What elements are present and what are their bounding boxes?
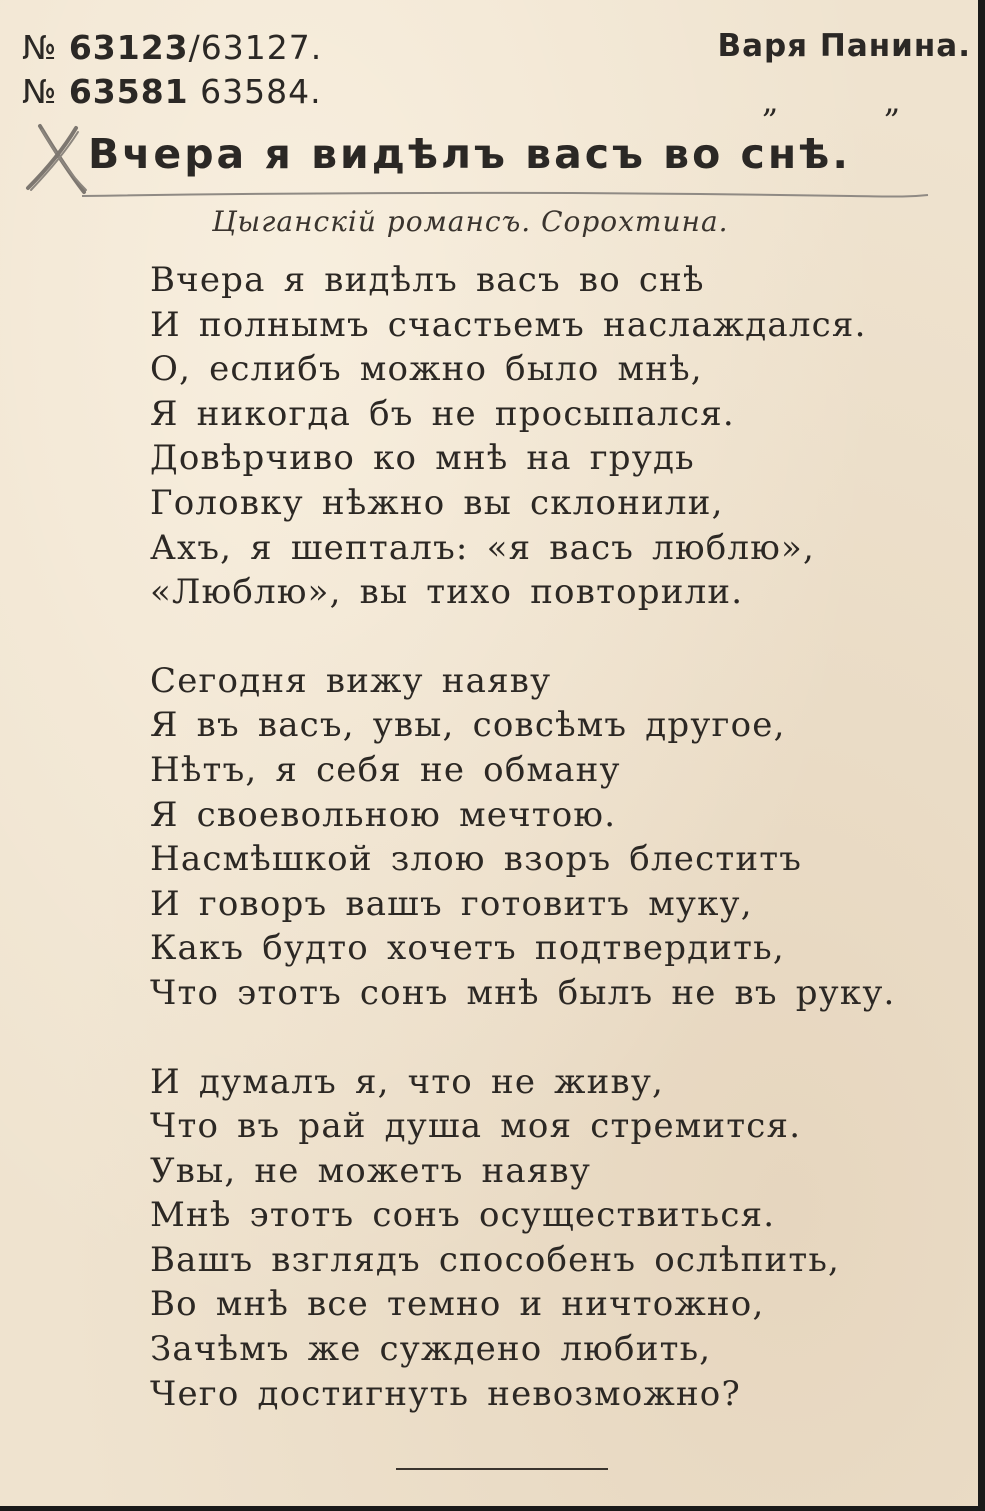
poem-line: Увы, не можетъ наяву xyxy=(150,1150,592,1191)
poem-line: Головку нѣжно вы склонили, xyxy=(150,482,724,523)
poem-line: Довѣрчиво ко мнѣ на грудь xyxy=(150,438,695,479)
song-title: Вчера я видѣлъ васъ во снѣ. xyxy=(88,130,851,178)
poem-line: Ахъ, я шепталъ: «я васъ люблю», xyxy=(150,527,816,568)
catalog-number-primary: 63123 xyxy=(68,28,189,67)
poem-line: Во мнѣ все темно и ничтожно, xyxy=(150,1284,765,1325)
ditto-mark: „ xyxy=(884,82,901,120)
poem-line: Что въ рай душа моя стремится. xyxy=(150,1106,802,1147)
poem-line: Я никогда бъ не просыпался. xyxy=(150,393,735,434)
poem-line: Что этотъ сонъ мнѣ былъ не въ руку. xyxy=(150,972,896,1013)
artist-name: Варя Панина. xyxy=(717,28,971,64)
catalog-number-primary: 63581 xyxy=(68,72,189,111)
poem-line: О, еслибъ можно было мнѣ, xyxy=(150,349,703,390)
end-rule xyxy=(396,1468,608,1470)
stanza xyxy=(150,258,896,615)
poem-line: Я своевольною мечтою. xyxy=(150,794,617,835)
ditto-mark: „ xyxy=(762,82,779,120)
catalog-number-secondary: 63584. xyxy=(188,72,322,111)
song-subtitle: Цыганскій романсъ. Сорохтина. xyxy=(212,205,729,238)
poem-line: И думалъ я, что не живу, xyxy=(150,1061,665,1102)
scan-edge-right xyxy=(978,0,985,1511)
poem-line: Какъ будто хочетъ подтвердить, xyxy=(150,928,785,969)
poem-line: Вчера я видѣлъ васъ во снѣ xyxy=(150,260,705,300)
poem-line: «Люблю», вы тихо повторили. xyxy=(150,572,744,613)
stanza xyxy=(150,1060,896,1417)
poem-line: И полнымъ счастьемъ наслаждался. xyxy=(150,304,867,345)
poem-line: Я въ васъ, увы, совсѣмъ другое, xyxy=(150,705,786,746)
poem-line: Зачѣмъ же суждено любить, xyxy=(150,1329,712,1370)
catalog-prefix: № xyxy=(22,28,69,67)
catalog-number-line-1 xyxy=(22,28,322,67)
scan-edge-bottom xyxy=(0,1506,985,1511)
catalog-prefix: № xyxy=(22,72,69,111)
stanza xyxy=(150,659,896,1016)
catalog-number-line-2 xyxy=(22,72,322,111)
poem-body xyxy=(150,258,896,1460)
poem-line: Сегодня вижу наяву xyxy=(150,660,552,701)
catalog-number-secondary: /63127. xyxy=(188,28,323,67)
poem-line: И говоръ вашъ готовитъ муку, xyxy=(150,883,753,924)
poem-line: Мнѣ этотъ сонъ осуществиться. xyxy=(150,1195,776,1236)
poem-line: Нѣтъ, я себя не обману xyxy=(150,749,621,790)
poem-line: Насмѣшкой злою взоръ блеститъ xyxy=(150,839,803,880)
poem-line: Вашъ взглядъ способенъ ослѣпить, xyxy=(150,1239,841,1280)
poem-line: Чего достигнуть невозможно? xyxy=(150,1373,741,1414)
